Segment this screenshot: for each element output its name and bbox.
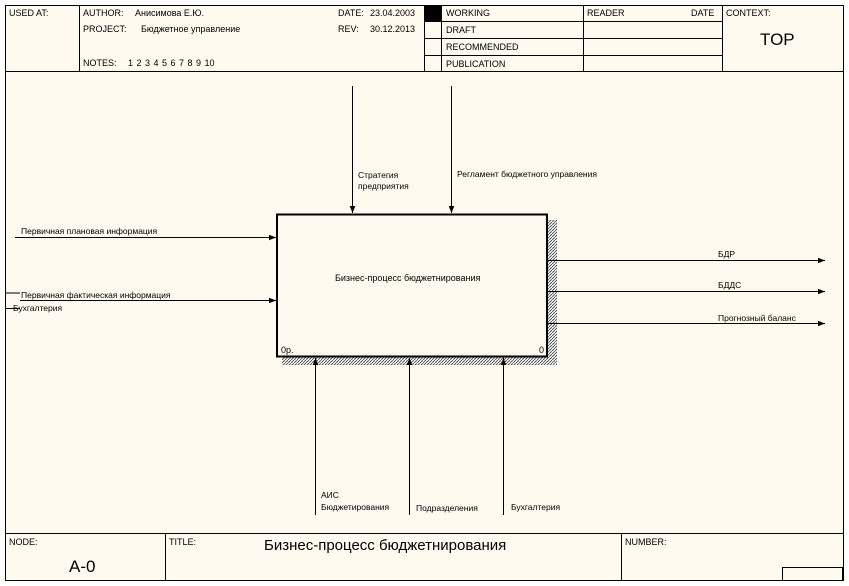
control-label-regulation: Регламент бюджетного управления <box>457 169 597 179</box>
diagram-title: Бизнес-процесс бюджетнирования <box>264 537 507 554</box>
date-value: 23.04.2003 <box>370 8 416 18</box>
reader-label: READER <box>587 8 625 18</box>
context-label: CONTEXT: <box>726 8 771 18</box>
activity-cost: 0р. <box>281 345 294 355</box>
activity-box[interactable] <box>277 215 547 357</box>
notes-label: NOTES: <box>83 58 117 68</box>
project-label: PROJECT: <box>83 24 127 34</box>
control-label-strategy-line2: предприятия <box>358 181 409 191</box>
status-recommended[interactable]: RECOMMENDED <box>446 42 519 52</box>
used-at-label: USED AT: <box>9 8 49 18</box>
author-value: Анисимова Е.Ю. <box>135 8 205 18</box>
working-status-marker <box>425 6 442 22</box>
mechanism-label-ais-line1: АИС <box>321 490 339 500</box>
mechanism-label-ais-line2: Бюджетирования <box>321 502 390 512</box>
rev-label: REV: <box>338 24 359 34</box>
notes-value: 1 2 3 4 5 6 7 8 9 10 <box>128 58 215 68</box>
project-value: Бюджетное управление <box>141 24 241 34</box>
control-label-strategy-line1: Стратегия <box>358 170 399 180</box>
rev-value: 30.12.2013 <box>370 24 416 34</box>
node-label: NODE: <box>9 537 38 547</box>
output-label-forecast-balance: Прогнозный баланс <box>718 313 796 323</box>
input-label-fact-info: Первичная фактическая информация <box>21 290 171 300</box>
mechanism-label-departments: Подразделения <box>416 503 478 513</box>
node-value: A-0 <box>69 557 96 576</box>
activity-number: 0 <box>539 345 545 355</box>
tunnel-label-accounting: Бухгалтерия <box>13 303 63 313</box>
status-draft[interactable]: DRAFT <box>446 25 476 35</box>
number-label: NUMBER: <box>625 537 667 547</box>
context-value: TOP <box>760 30 795 49</box>
activity-label: Бизнес-процесс бюджетнирования <box>335 273 481 283</box>
date-label: DATE: <box>338 8 364 18</box>
output-label-bdds: БДДС <box>718 280 742 290</box>
mechanism-label-accounting: Бухгалтерия <box>511 502 561 512</box>
status-publication[interactable]: PUBLICATION <box>446 59 506 69</box>
title-label: TITLE: <box>169 537 197 547</box>
status-working[interactable]: WORKING <box>446 8 490 18</box>
output-label-bdr: БДР <box>718 249 736 259</box>
author-label: AUTHOR: <box>83 8 124 18</box>
reader-date-label: DATE <box>691 8 715 18</box>
input-label-plan-info: Первичная плановая информация <box>21 226 158 236</box>
